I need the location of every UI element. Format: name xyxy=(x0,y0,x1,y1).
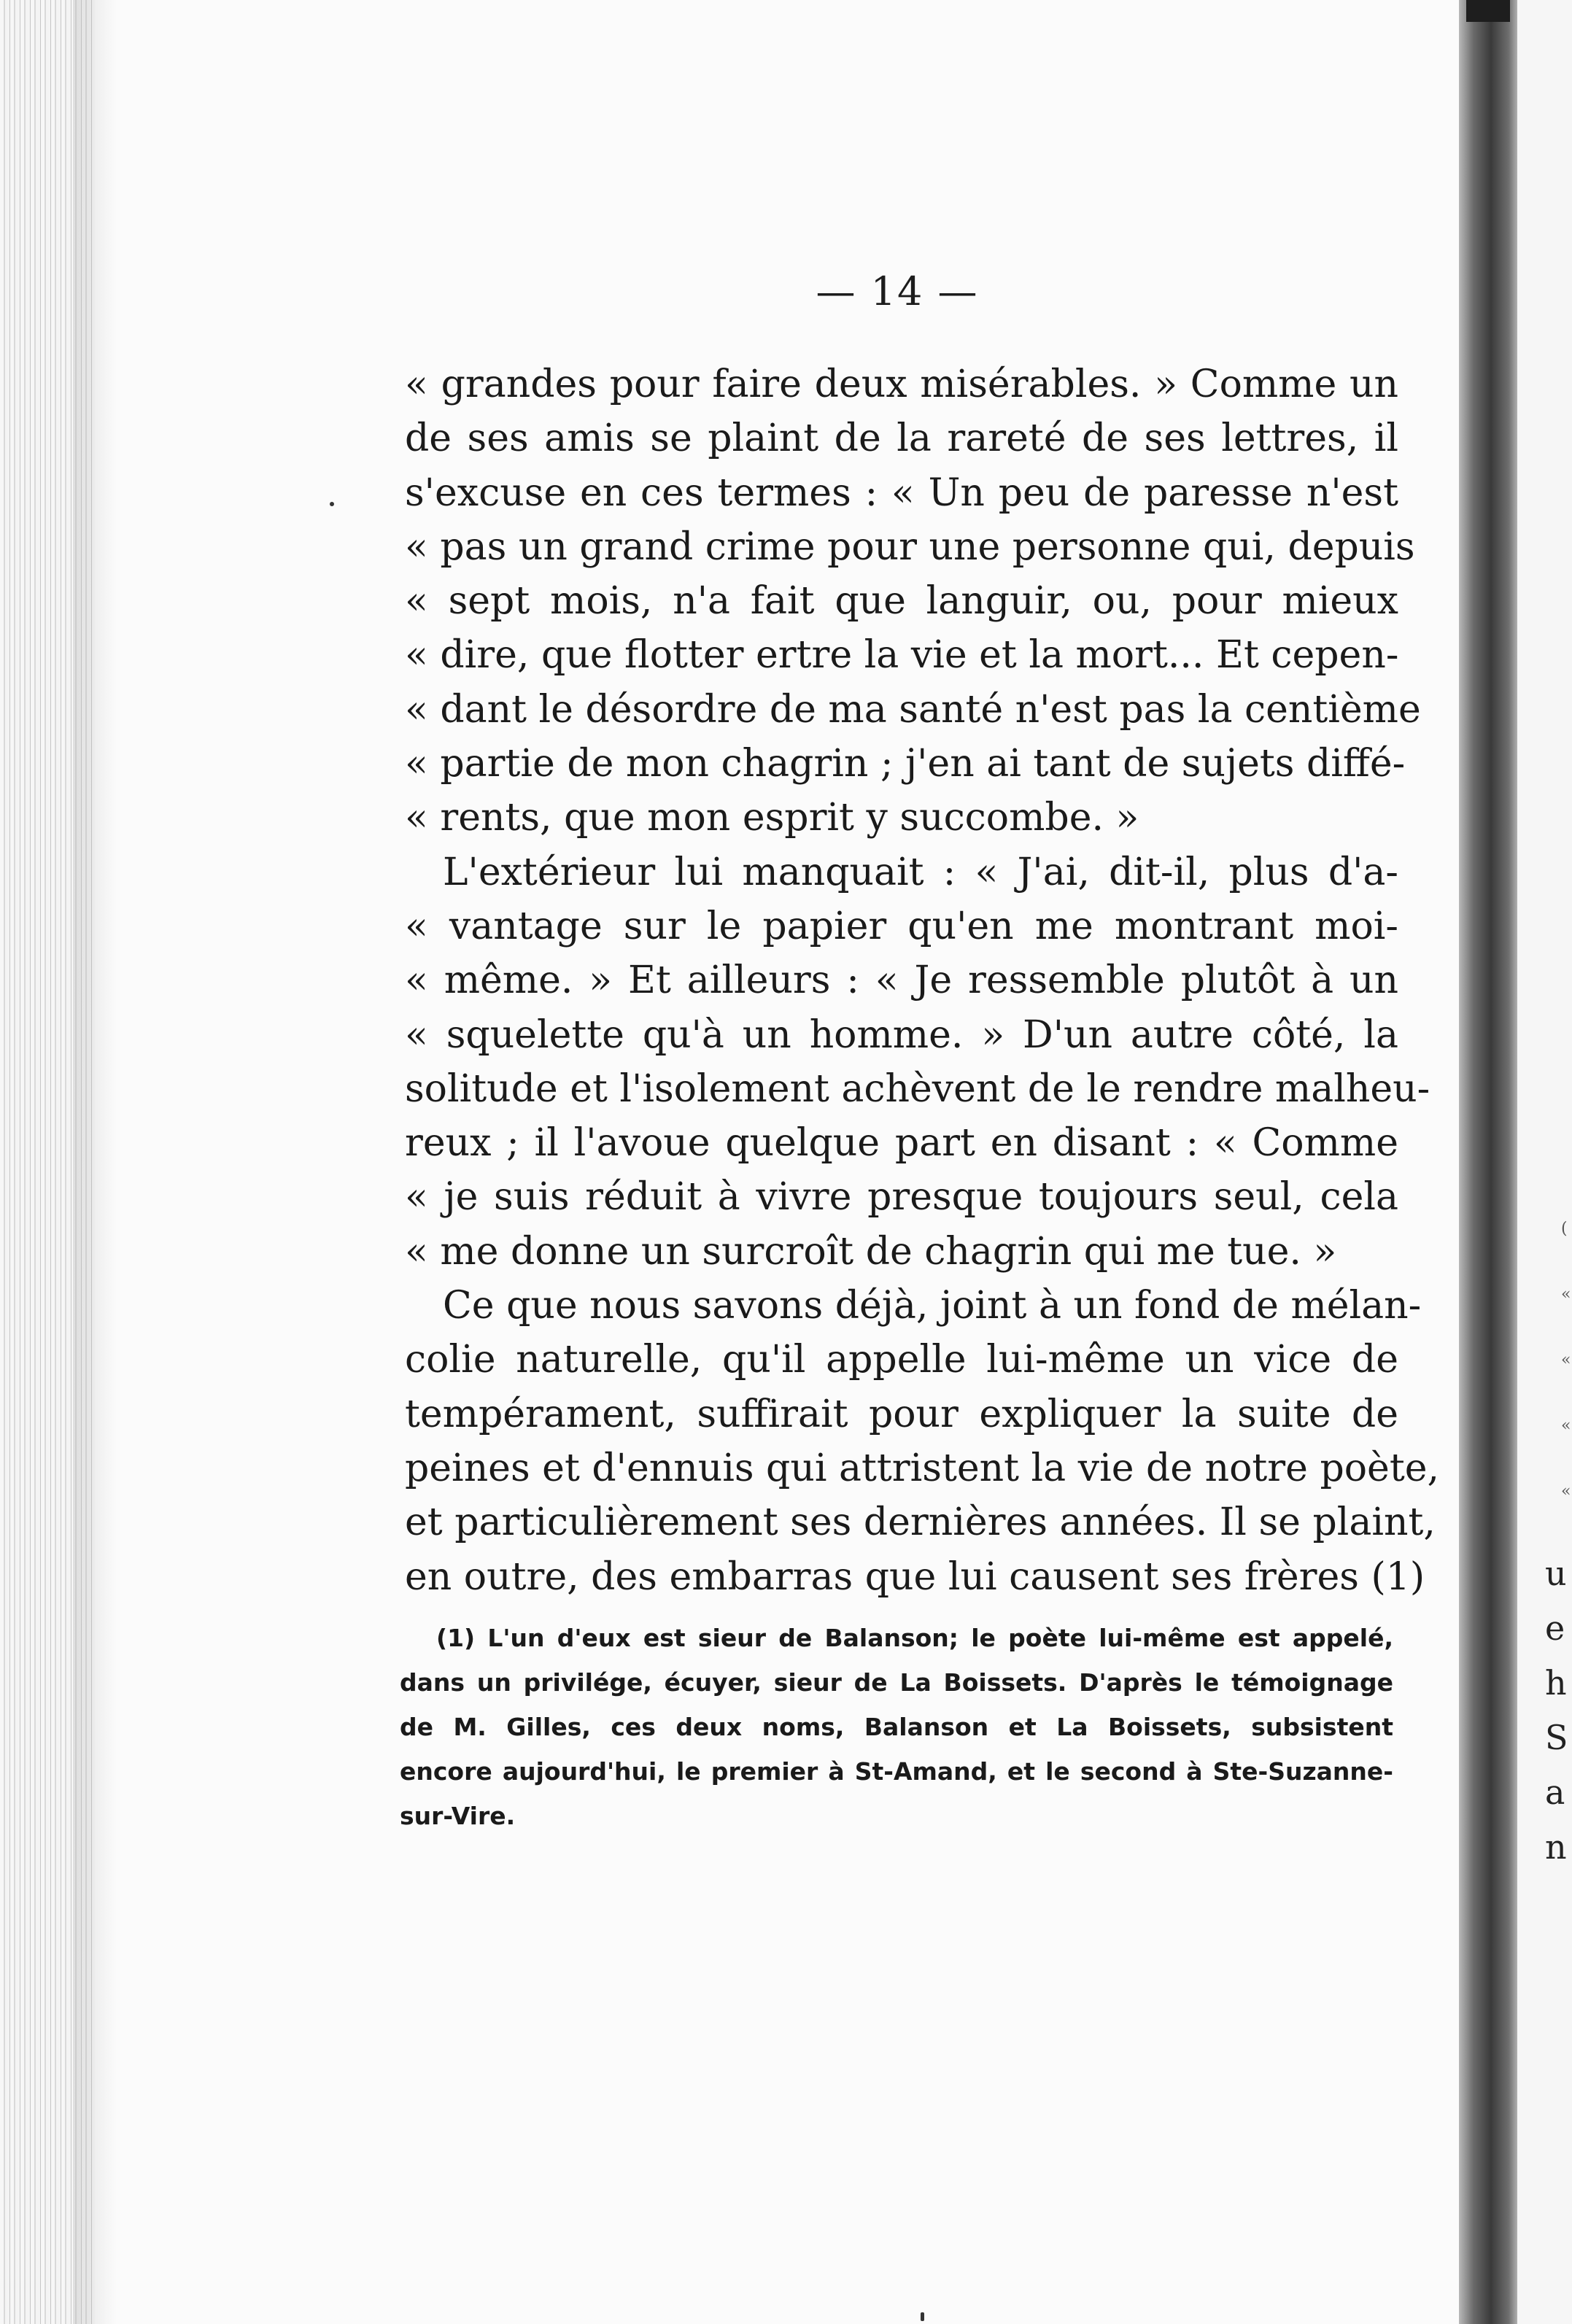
text-line: « dire, que flotter ertre la vie et la mort... Et cepen- xyxy=(405,633,1399,678)
text-line: en outre, des embarras que lui causent ses frères (1) xyxy=(405,1554,1425,1599)
text-line: L'extérieur lui manquait : « J'ai, dit-il, plus d'a- xyxy=(443,850,1398,894)
text-line: « dant le désordre de ma santé n'est pas la centième xyxy=(405,687,1421,732)
footnote-line: sur-Vire. xyxy=(400,1802,516,1830)
text-line: « partie de mon chagrin ; j'en ai tant de sujets diffé- xyxy=(405,742,1406,786)
text-line: « squelette qu'à un homme. » D'un autre côté, la xyxy=(405,1012,1398,1057)
footnote-line: de M. Gilles, ces deux noms, Balanson et La Boissets, subsistent xyxy=(400,1713,1393,1741)
text-line: « rents, que mon esprit y succombe. » xyxy=(405,796,1139,840)
next-page-letter: u xyxy=(1545,1554,1567,1593)
next-page-mark: « xyxy=(1561,1417,1571,1435)
page-number: — 14 — xyxy=(816,268,979,314)
next-page-letter: a xyxy=(1545,1773,1565,1812)
next-page-mark: « xyxy=(1561,1482,1571,1500)
text-line: « vantage sur le papier qu'en me montrant moi- xyxy=(405,904,1398,948)
next-page-mark: ( xyxy=(1561,1220,1568,1238)
next-page-letter: S xyxy=(1545,1718,1568,1757)
footnote-line: (1) L'un d'eux est sieur de Balanson; le poète lui-même est appelé, xyxy=(436,1624,1393,1652)
next-page-letter: e xyxy=(1545,1608,1565,1648)
text-line: peines et d'ennuis qui attristent la vie de notre poète, xyxy=(405,1446,1440,1490)
ink-speck xyxy=(330,502,334,506)
footnote xyxy=(400,1616,1393,1838)
page-gutter-shadow xyxy=(1459,0,1517,2324)
text-line: « même. » Et ailleurs : « Je ressemble plutôt à un xyxy=(405,958,1398,1003)
text-line: « pas un grand crime pour une personne qui, depuis xyxy=(405,524,1415,569)
text-line: « sept mois, n'a fait que languir, ou, pour mieux xyxy=(405,579,1398,624)
next-page-letter: n xyxy=(1545,1827,1567,1867)
ink-speck xyxy=(921,2312,924,2321)
text-line: Ce que nous savons déjà, joint à un fond de mélan- xyxy=(443,1284,1422,1328)
text-line: tempérament, suffirait pour expliquer la suite de xyxy=(405,1392,1398,1436)
text-line: reux ; il l'avoue quelque part en disant : « Comme xyxy=(405,1121,1398,1166)
text-line: de ses amis se plaint de la rareté de ses lettres, il xyxy=(405,417,1398,461)
footnote-line: dans un privilége, écuyer, sieur de La Boissets. D'après le témoignage xyxy=(400,1668,1393,1697)
text-line: solitude et l'isolement achèvent de le rendre malheu- xyxy=(405,1066,1430,1111)
next-page-mark: « xyxy=(1561,1351,1571,1369)
text-line: et particulièrement ses dernières années. Il se plaint, xyxy=(405,1500,1436,1545)
text-line: « je suis réduit à vivre presque toujours seul, cela xyxy=(405,1175,1398,1220)
next-page-mark: « xyxy=(1561,1285,1571,1304)
footnote-line: encore aujourd'hui, le premier à St-Amand, et le second à Ste-Suzanne- xyxy=(400,1757,1393,1786)
next-page-fragments xyxy=(1545,1546,1572,1875)
text-line: « grandes pour faire deux misérables. » Comme un xyxy=(405,363,1398,406)
body-text xyxy=(405,357,1440,1604)
next-page-letter: h xyxy=(1545,1663,1567,1703)
next-page-edge xyxy=(1517,0,1572,2324)
text-line: s'excuse en ces termes : « Un peu de paresse n'est xyxy=(405,470,1398,515)
next-page-quote-marks xyxy=(1561,1196,1572,1525)
text-line: colie naturelle, qu'il appelle lui-même un vice de xyxy=(405,1338,1398,1382)
binding-shadow xyxy=(73,0,117,2324)
gutter-top-dark xyxy=(1466,0,1510,22)
text-line: « me donne un surcroît de chagrin qui me tue. » xyxy=(405,1229,1337,1274)
